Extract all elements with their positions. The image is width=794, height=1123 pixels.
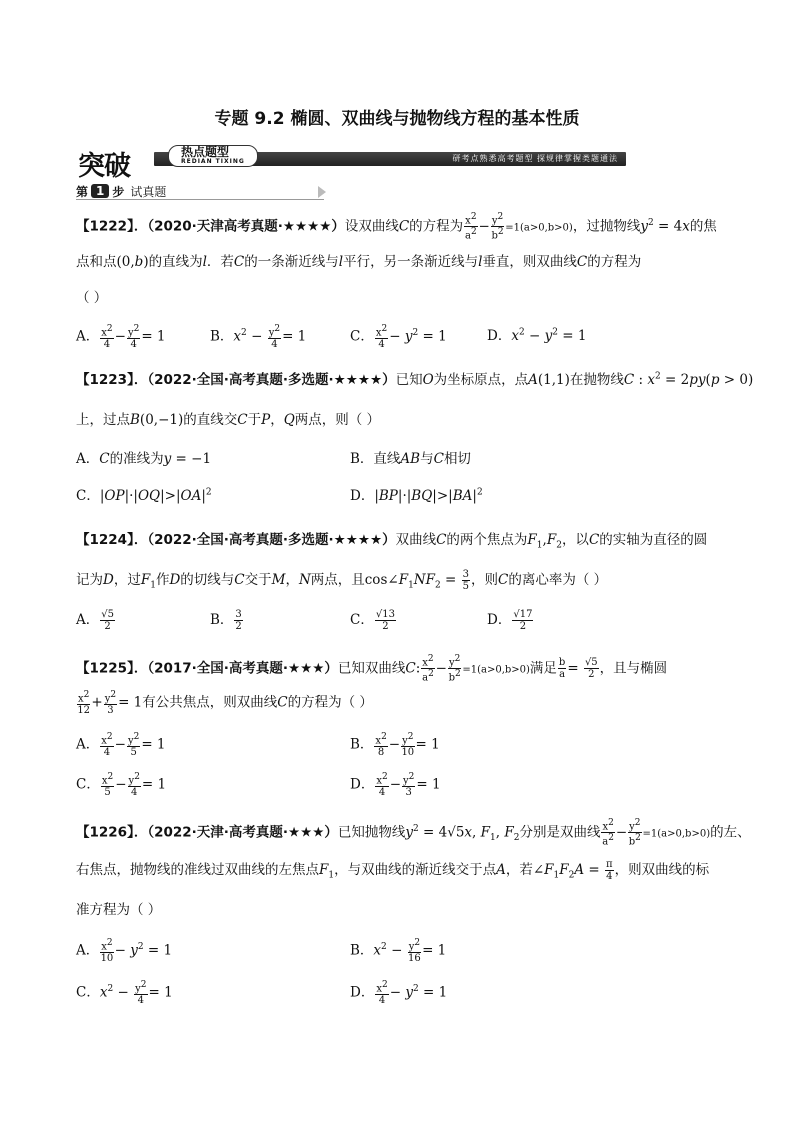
- q1223-text: 已知: [395, 372, 423, 388]
- option-label: C．: [76, 488, 100, 504]
- option-label: C．: [76, 984, 100, 1001]
- q1226-option-d: D． $\frac{x^2}{4}$ − $y^2 = 1$: [350, 980, 448, 1007]
- option-label: A．: [76, 328, 100, 345]
- q1224-text: 两点，且: [310, 572, 365, 588]
- q1222-text: 平行，另一条渐近线与: [343, 254, 479, 270]
- q1222-line-3: （ ）: [76, 290, 108, 306]
- option-text: 相切: [443, 451, 471, 467]
- q1222-text: 的方程为: [409, 218, 464, 235]
- q1224-text: ，以: [561, 532, 589, 548]
- q1222-option-c: C． $\frac{x^2}{4}$ − $y^2 = 1$: [350, 324, 447, 351]
- option-label: B．: [350, 451, 374, 467]
- option-label: D．: [487, 328, 512, 344]
- banner-pill: [168, 145, 258, 167]
- option-label: A．: [76, 736, 100, 753]
- q1226-line-1: 【1226】．（2022·天津·高考真题·★★★）已知抛物线$y^2 = 4√5x$, $F_1$, $F_2$分别是双曲线 $\frac{x^2}{a^2}$ − $\frac{y^2}{b^2}$ =1(a>0,b>0)的左、: [76, 818, 751, 848]
- q1222-option-a: A． $\frac{x^2}{4}$ − $\frac{y^2}{4}$ = 1: [76, 324, 166, 351]
- q1223-option-c: C．$|OP|\cdot|OQ|>|OA|^2$: [76, 487, 212, 504]
- q1224-tag: 【1224】: [76, 532, 134, 548]
- option-label: B．: [210, 328, 234, 345]
- q1226-option-b: B．$x^2$ − $\frac{y^2}{16}$ = 1: [350, 938, 447, 965]
- option-label: C．: [350, 612, 374, 628]
- q1225-line-1: 【1225】．（2017·全国·高考真题·★★★）已知双曲线C: $\frac{x^2}{a^2}$ − $\frac{y^2}{b^2}$ =1(a>0,b>0)满足 $\frac{b}{a}$ = $\frac{√5}{2}$ ，且与椭圆: [76, 654, 668, 684]
- q1223-option-a: A．C的准线为y = −1: [76, 451, 212, 467]
- step-suffix: 步: [112, 184, 125, 199]
- q1224-text: 交于: [244, 572, 272, 588]
- q1226-text: 右焦点，抛物线的准线过双曲线的左焦点: [76, 862, 319, 878]
- q1226-tag: 【1226】: [76, 824, 134, 841]
- option-label: A．: [76, 451, 100, 467]
- option-label: B．: [350, 942, 374, 959]
- option-label: D．: [350, 488, 375, 504]
- q1224-text: 的实轴为直径的圆: [599, 532, 708, 548]
- q1224-text: 的两个焦点为: [446, 532, 528, 548]
- q1224-text: ，过: [113, 572, 141, 588]
- q1225-tag: 【1225】: [76, 660, 134, 677]
- q1223-text: 上，过点: [76, 412, 130, 428]
- q1224-text: 作: [155, 572, 170, 588]
- option-label: A．: [76, 942, 100, 959]
- q1225-line-2: $\frac{x^2}{12}$ + $\frac{y^2}{3}$ = 1有公共焦点，则双曲线C的方程为（ ）: [77, 690, 373, 717]
- q1223-text: 于: [247, 412, 262, 428]
- q1222-line-1: 【1222】．（2020·天津高考真题·★★★★）设双曲线C的方程为 $\frac{x^2}{a^2}$ − $\frac{y^2}{b^2}$ =1(a>0,b>0)，过抛物线$y^2 = 4x$的焦: [76, 212, 717, 242]
- q1224-text: ，则: [471, 572, 498, 588]
- q1223-source: ．（2022·全国·高考真题·多选题·★★★★）: [133, 372, 396, 388]
- q1224-text: 的切线与: [180, 572, 235, 588]
- q1226-line-2: 右焦点，抛物线的准线过双曲线的左焦点$F_1$，与双曲线的渐近线交于点A，若$\angle F_1F_2A$ = $\frac{\pi}{4}$ ，则双曲线的标: [76, 859, 710, 882]
- q1226-text: 已知抛物线: [337, 824, 406, 841]
- q1226-source: ．（2022·天津·高考真题·★★★）: [133, 824, 338, 841]
- page-title: 专题 9.2 椭圆、双曲线与抛物线方程的基本性质: [214, 109, 580, 129]
- q1224-line-2: 记为D，过$F_1$作D的切线与C交于M，N两点，且$\cos\angle F_1NF_2$ = $\frac{3}{5}$ ，则C的离心率为（ ）: [76, 569, 608, 592]
- q1225-option-d: D． $\frac{x^2}{4}$ − $\frac{y^2}{3}$ = 1: [350, 772, 441, 799]
- step-label: 试真题: [130, 184, 167, 199]
- step-number: 1: [91, 184, 109, 198]
- q1225-option-b: B． $\frac{x^2}{8}$ − $\frac{y^2}{10}$ = 1: [350, 732, 440, 759]
- q1226-line-3: 准方程为（ ）: [76, 902, 162, 918]
- q1225-text: 满足: [529, 660, 557, 677]
- banner-big-text: 突破: [78, 151, 130, 182]
- q1223-text: 两点，则（ ）: [294, 412, 381, 428]
- q1225-source: ．（2017·全国·高考真题·★★★）: [133, 660, 338, 677]
- step-arrow-icon: [318, 186, 326, 198]
- q1226-option-c: C．$x^2$ − $\frac{y^2}{4}$ = 1: [76, 980, 173, 1007]
- q1222-text: 的方程为: [587, 254, 642, 270]
- q1224-option-d: D． $\frac{√17}{2}$: [487, 609, 533, 632]
- q1222-line-2: 点和点(0,b)的直线为l．若C的一条渐近线与l平行，另一条渐近线与l垂直，则双曲线C的方程为: [76, 254, 642, 270]
- option-label: C．: [76, 776, 100, 793]
- q1225-text: ，且与椭圆: [599, 660, 668, 677]
- q1225-text: 的方程为（ ）: [287, 694, 373, 711]
- q1222-text: 的直线为: [148, 254, 203, 270]
- option-label: A．: [76, 612, 100, 628]
- step-header: [76, 182, 166, 200]
- option-text: 的准线为: [109, 451, 164, 467]
- q1223-line-2: 上，过点B(0,−1)的直线交C于P，Q两点，则（ ）: [76, 412, 381, 428]
- banner-pill-subtext: REDIAN TIXING: [181, 158, 245, 165]
- q1226-text: 的左、: [710, 824, 751, 841]
- q1226-option-a: A． $\frac{x^2}{10}$ − $y^2 = 1$: [76, 938, 173, 965]
- q1222-text: ．若: [206, 254, 234, 270]
- q1222-text: 垂直，则双曲线: [482, 254, 577, 270]
- option-text: 与: [420, 451, 434, 467]
- q1224-text: 双曲线: [395, 532, 437, 548]
- q1223-tag: 【1223】: [76, 372, 134, 388]
- option-label: D．: [350, 984, 375, 1001]
- q1226-text: ，则双曲线的标: [614, 862, 710, 878]
- q1225-text: 已知双曲线: [337, 660, 406, 677]
- q1225-text: 有公共焦点，则双曲线: [142, 694, 278, 711]
- q1223-text: 的直线交: [183, 412, 238, 428]
- q1222-text: ，过抛物线: [572, 218, 641, 235]
- q1224-line-1: 【1224】．（2022·全国·高考真题·多选题·★★★★）双曲线C的两个焦点为$F_1,F_2$，以C的实轴为直径的圆: [76, 532, 708, 551]
- q1222-tag: 【1222】: [76, 218, 134, 235]
- q1224-text: 的离心率为（ ）: [508, 572, 608, 588]
- q1226-text: ，若: [505, 862, 533, 878]
- q1224-source: ．（2022·全国·高考真题·多选题·★★★★）: [133, 532, 396, 548]
- section-banner: [72, 145, 628, 182]
- q1224-option-b: B． $\frac{3}{2}$: [210, 609, 242, 632]
- q1222-text: 点和点: [76, 254, 117, 270]
- option-label: D．: [487, 612, 512, 628]
- option-label: D．: [350, 776, 375, 793]
- q1224-text: 记为: [76, 572, 103, 588]
- banner-slogan: 研考点熟悉高考题型 探规律掌握类题通法: [452, 154, 618, 163]
- q1226-text: 分别是双曲线: [519, 824, 601, 841]
- step-prefix: 第: [76, 184, 89, 199]
- q1223-text: 为坐标原点，点: [433, 372, 529, 388]
- q1222-source: ．（2020·天津高考真题·★★★★）: [133, 218, 345, 235]
- q1223-option-d: D．$|BP|\cdot|BQ|>|BA|^2$: [350, 487, 483, 504]
- banner-pill-text: 热点题型: [181, 145, 230, 159]
- q1222-text: 的焦: [689, 218, 717, 235]
- q1223-text: 在抛物线: [569, 372, 624, 388]
- q1222-option-d: D．$x^2 - y^2 = 1$: [487, 327, 587, 344]
- option-text: 直线: [373, 451, 401, 467]
- q1222-text: 的一条渐近线与: [244, 254, 339, 270]
- q1224-option-a: A． $\frac{√5}{2}$: [76, 609, 114, 632]
- step-divider: [76, 199, 324, 200]
- q1225-option-c: C． $\frac{x^2}{5}$ − $\frac{y^2}{4}$ = 1: [76, 772, 167, 799]
- q1225-option-a: A． $\frac{x^2}{4}$ − $\frac{y^2}{5}$ = 1: [76, 732, 166, 759]
- q1223-option-b: B．直线AB与C相切: [350, 451, 471, 467]
- q1224-option-c: C． $\frac{√13}{2}$: [350, 609, 395, 632]
- q1222-option-b: B．$x^2$ − $\frac{y^2}{4}$ = 1: [210, 324, 307, 351]
- option-label: C．: [350, 328, 374, 345]
- option-label: B．: [210, 612, 234, 628]
- q1226-text: ，与双曲线的渐近线交于点: [334, 862, 497, 878]
- option-label: B．: [350, 736, 374, 753]
- q1222-text: 设双曲线: [344, 218, 399, 235]
- q1223-line-1: 【1223】．（2022·全国·高考真题·多选题·★★★★）已知O为坐标原点，点A(1,1)在抛物线C : $x^2 = 2py(p > 0)$: [76, 371, 754, 388]
